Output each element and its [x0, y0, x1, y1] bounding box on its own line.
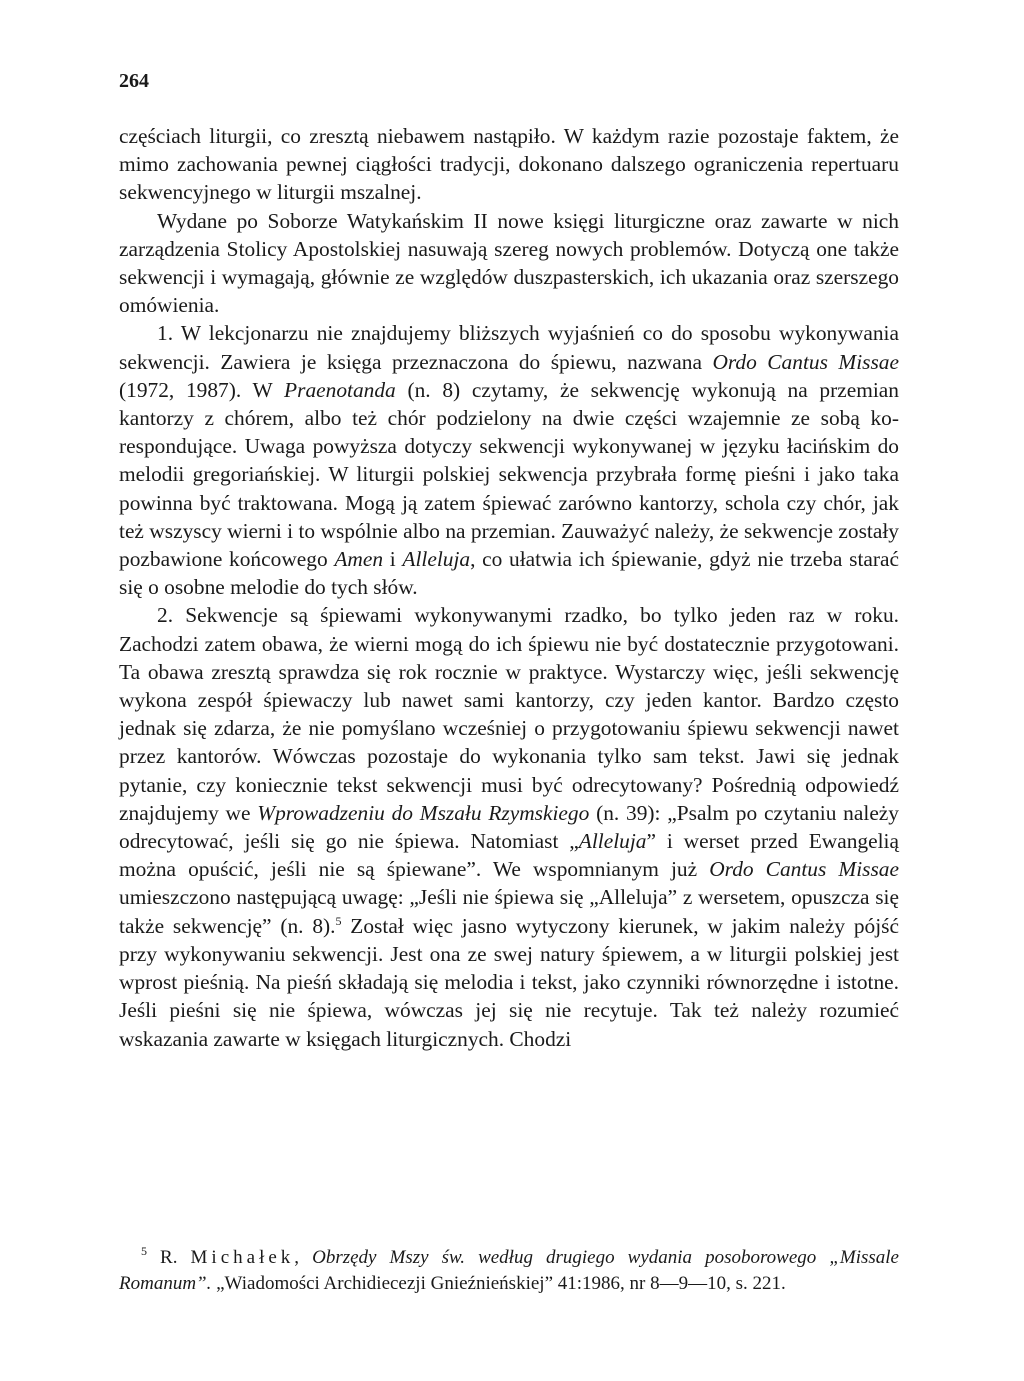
- italic-text: Wprowadzeniu do Mszału Rzymskiego: [257, 800, 590, 825]
- footnote-5: [119, 1245, 899, 1296]
- text-run: 2. Sekwencje są śpiewami wykonywanymi rzadko, bo tylko jeden raz w roku. Zachodzi zatem obawa, że wierni mogą do ich śpiewu nie być dostatecznie przygotowani. Ta obawa zresztą sprawdza się rok rocznie w praktyce. Wystarczy więc, jeśli sekwencję wykona zespół śpiewaczy lub nawet sami kantorzy, czy jeden kantor. Bardzo często jednak się zdarza, że nie pomyślano wcześniej o przygotowaniu śpiewu sekwencji nawet przez kantorów. Wówczas pozostaje do wykonania tylko sam tekst. Jawi się jednak pytanie, czy koniecznie tekst sekwencji musi być odrecytowany? Pośrednią odpowiedź znajdujemy we: [119, 603, 899, 825]
- author-name: Michałek: [190, 1247, 295, 1268]
- text-run: R.: [147, 1247, 191, 1268]
- main-text: [119, 122, 899, 1053]
- italic-text: Praenotanda: [284, 377, 396, 402]
- text-run: 1. W lekcjonarzu nie znajdujemy bliższych wyjaśnień co do sposobu wykonywania sekwencji. Zawiera je księga przeznaczona do śpiewu, nazwana: [119, 321, 899, 374]
- paragraph: [119, 122, 899, 207]
- text-run: i: [383, 547, 403, 572]
- italic-text: Ordo Cantus Missae: [712, 349, 899, 374]
- paragraph: [119, 601, 899, 1052]
- italic-text: Obrzędy Mszy św. według drugiego wydania posoborowego „Missale Romanum”.: [119, 1247, 899, 1294]
- text-run: (1972, 1987). W: [119, 377, 285, 402]
- italic-text: Alleluja: [578, 829, 647, 854]
- footnote-ref: 5: [335, 913, 342, 928]
- text-run: (n. 39): „Psalm po czytaniu należy odrecytować, jeśli się go nie śpiewa. Natomiast „: [119, 800, 899, 854]
- text-run: częściach liturgii, co zresztą niebawem nastąpiło. W każdym razie pozostaje faktem, że mimo zachowania pewnej ciągłości tradycji, dokonano dalszego ograniczenia repertuaru sekwencyjnego w liturgii mszalnej.: [119, 124, 899, 205]
- text-run: (n. 8) czytamy, że sekwencję wykonują na przemian kantorzy z chórem, albo też chór podzielony na dwie części wzajemnie ze sobą korespondujące. Uwaga powyższa dotyczy sekwencji wykonywanej w języku łacińskim do melodii gregoriańskiej. W liturgii polskiej sekwencja przybrała formę pieśni i jako taka powinna być traktowana. Mogą ją zatem śpiewać zarówno kantorzy, schola czy chór, jak też wszyscy wierni i to wspólnie albo na przemian. Zauważyć należy, że sekwencje zostały pozbawione końcowego: [119, 377, 899, 572]
- text-run: ,: [294, 1247, 313, 1268]
- text-run: ” i werset przed Ewangelią można opuścić, jeśli nie są śpiewane”. We wspomnianym już: [119, 829, 899, 882]
- footnote-ref: 5: [141, 1244, 147, 1258]
- paragraph: [119, 319, 899, 601]
- footnotes: [119, 1245, 899, 1296]
- text-run: Wydane po Soborze Watykańskim II nowe księgi liturgiczne oraz zawarte w nich zarządzenia Stolicy Apostolskiej nasuwają szereg nowych problemów. Dotyczą one także sekwencji i wymagają, głównie ze względów duszpasterskich, ich ukazania oraz szerszego omówienia.: [119, 208, 899, 318]
- italic-text: Amen: [334, 547, 384, 572]
- italic-text: Ordo Cantus Missae: [709, 857, 899, 882]
- text-run: , co ułatwia ich śpiewanie, gdyż nie trzeba starać się o osobne melodie do tych słów.: [119, 547, 899, 600]
- paragraph: [119, 207, 899, 320]
- text-run: umieszczono następującą uwagę: „Jeśli nie śpiewa się „Alleluja” z wersetem, opuszcza się także sekwencję” (n. 8).: [119, 885, 899, 938]
- page-number: 264: [119, 70, 149, 92]
- text-run: „Wiadomości Archidiecezji Gnieźnieńskiej” 41:1986, nr 8—9—10, s. 221.: [211, 1272, 786, 1294]
- text-run: Został więc jasno wytyczony kierunek, w jakim należy pójść przy wykonywaniu sekwencji. Jest ona ze swej natury śpiewem, a w liturgii polskiej jest wprost pieśnią. Na pieśń składają się melodia i tekst, jako czynniki równorzędne i istotne. Jeśli pieśni się nie śpiewa, wówczas jej się nie recytuje. Tak też należy rozumieć wskazania zawarte w księgach liturgicznych. Chodzi: [119, 913, 899, 1051]
- italic-text: Alleluja: [402, 547, 471, 572]
